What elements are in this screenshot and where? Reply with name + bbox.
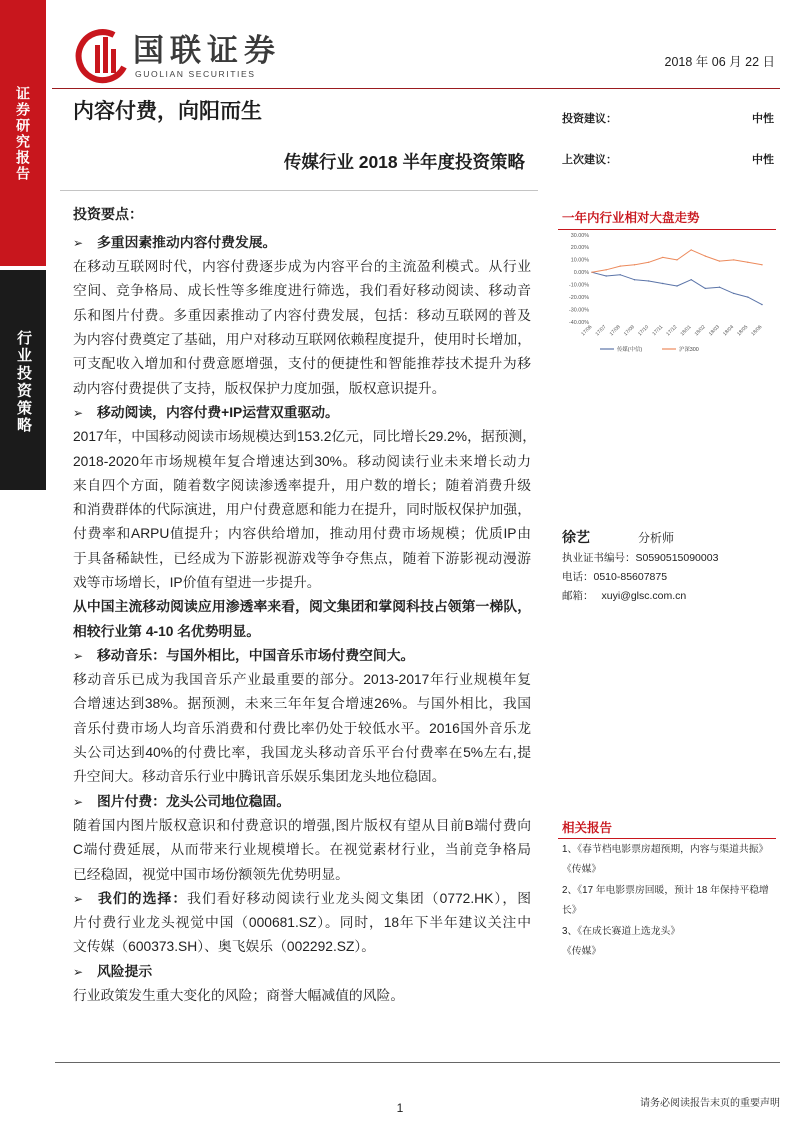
- data-point-series-0: [634, 279, 635, 280]
- x-tick-label: 18/05: [736, 324, 750, 338]
- related-reports-list: [562, 840, 788, 962]
- related-reports-heading: 相关报告: [562, 821, 613, 835]
- paragraph-line: 2017年，中国移动阅读市场规模达到153.2亿元，同比增长29.2%，据预测，: [73, 429, 537, 445]
- y-tick-label: -40.00%: [568, 319, 589, 326]
- data-point-series-1: [620, 265, 621, 266]
- paragraph-line: 音乐付费市场人均音乐消费和付费比率仍处于较低水平。2016国外音乐龙: [73, 720, 531, 736]
- phone-number: 0510-85607875: [593, 571, 668, 583]
- data-point-series-1: [761, 264, 762, 265]
- guolian-logo-icon: [74, 27, 130, 85]
- data-point-series-0: [719, 287, 720, 288]
- paragraph-line: 为内容付费奠定了基础，用户对移动互联网依赖程度提升，使用时长增加，: [73, 332, 531, 348]
- arrow-bullet-icon: [73, 790, 97, 814]
- header-divider: [52, 88, 780, 89]
- rating-current-value: 中性: [752, 113, 774, 125]
- data-point-series-1: [591, 272, 592, 273]
- analyst-phone: [562, 570, 667, 584]
- x-tick-label: 17/07: [594, 324, 608, 338]
- data-point-series-1: [705, 255, 706, 256]
- sidebar-report-category: [0, 270, 46, 490]
- sidebar-bottom-label: 行业投资策略: [15, 330, 32, 435]
- paragraph-line: 随着国内图片版权意识和付费意识的增强,图片版权有望从目前B端付费向: [73, 817, 531, 833]
- section-title: 风险提示: [97, 963, 153, 979]
- data-point-series-1: [606, 269, 607, 270]
- paragraph-line: 移动音乐已成为我国音乐产业最重要的部分。2013-2017年行业规模年复: [73, 672, 531, 688]
- summary-heading: 投资要点：: [73, 206, 143, 222]
- section-title: 多重因素推动内容付费发展。: [97, 234, 277, 250]
- paragraph-line: 片付费行业龙头视觉中国（000681.SZ）。同时，18年下半年建议关注中: [73, 915, 531, 931]
- analyst-license: [562, 551, 718, 565]
- section-heading: [73, 887, 531, 911]
- phone-label: 电话：: [562, 571, 594, 583]
- data-point-series-0: [733, 293, 734, 294]
- page-number: 1: [396, 1101, 404, 1115]
- analyst-role: 分析师: [638, 531, 675, 545]
- y-tick-label: 30.00%: [570, 232, 589, 239]
- license-label: 执业证书编号：: [562, 552, 636, 564]
- paragraph-line: 空间、竞争格局、成长性等多维度进行筛选，我们看好移动阅读、移动音: [73, 283, 531, 299]
- paragraph-line: 在移动互联网时代，内容付费逐步成为内容平台的主流盈利模式。从行业: [73, 259, 531, 275]
- legend-label-1: 沪深300: [679, 346, 699, 353]
- license-number: S0590515090003: [635, 552, 719, 564]
- x-tick-label: 18/02: [693, 324, 707, 338]
- paragraph-line: 合增速达到38%。据预测，未来三年年复合增速26%。与国外相比，我国: [73, 696, 531, 712]
- paragraph-line: 来自四个方面，随着数字阅读渗透率提升，用户数的增长；随着消费升级: [73, 477, 531, 493]
- footer-disclaimer: 请务必阅读报告末页的重要声明: [640, 1098, 780, 1109]
- data-point-series-1: [719, 260, 720, 261]
- analyst-name: 徐艺: [562, 529, 590, 545]
- paragraph-line: C端付费延展，从而带来行业规模增长。在视觉素材行业，当前竞争格局: [73, 842, 531, 858]
- rating-previous-label: 上次建议：: [562, 154, 617, 166]
- x-tick-label: 17/08: [608, 324, 622, 338]
- related-report-sector: 《传媒》: [562, 864, 602, 876]
- data-point-series-0: [705, 288, 706, 289]
- section-heading: [73, 231, 531, 255]
- x-tick-label: 18/01: [679, 324, 693, 338]
- sidebar-report-type: [0, 0, 46, 266]
- related-reports-underline: [558, 838, 776, 839]
- paragraph-line: 已经稳固，视觉中国市场份额领先优势明显。: [73, 866, 349, 882]
- highlight-line: 相较行业第 4-10 名优势明显。: [73, 623, 261, 639]
- email-label: 邮箱：: [562, 590, 594, 602]
- arrow-bullet-icon: [73, 644, 97, 668]
- data-point-series-1: [691, 249, 692, 250]
- section-title: 移动阅读，内容付费+IP运营双重驱动。: [97, 404, 339, 420]
- chart-title: 一年内行业相对大盘走势: [562, 211, 700, 225]
- legend-label-0: 传媒(中信): [617, 346, 643, 353]
- paragraph-line: 2018-2020年市场规模年复合增速达到30%。移动阅读行业未来增长动力: [73, 453, 531, 469]
- series-line-1: [592, 250, 762, 272]
- data-point-series-1: [648, 262, 649, 263]
- report-subtitle: 传媒行业 2018 半年度投资策略: [283, 152, 525, 172]
- section-heading: [73, 790, 531, 814]
- analyst-email: [562, 589, 686, 603]
- paragraph-line: 文传媒（600373.SH）、奥飞娱乐（002292.SZ）。: [73, 939, 376, 955]
- brand-name: 国联证券: [133, 33, 281, 68]
- x-tick-label: 18/03: [707, 324, 721, 338]
- section-heading: [73, 960, 531, 984]
- y-tick-label: -20.00%: [568, 294, 589, 301]
- series-line-0: [592, 272, 762, 304]
- paragraph-line: 升空间大。移动音乐行业中腾讯音乐娱乐集团龙头地位稳固。: [73, 769, 446, 785]
- x-tick-label: 17/06: [580, 324, 594, 338]
- y-tick-label: -10.00%: [568, 282, 589, 289]
- paragraph-line: 戏等市场增长，IP价值有望进一步提升。: [73, 575, 321, 590]
- footer-divider: [55, 1062, 780, 1063]
- title-divider: [60, 190, 538, 191]
- related-report-title: 2、《17 年电影票房回暖，预计 18 年保持平稳增: [562, 884, 769, 896]
- x-tick-label: 17/10: [637, 324, 651, 338]
- data-point-series-1: [662, 257, 663, 258]
- section-title: 移动音乐：与国外相比，中国音乐市场付费空间大。: [97, 647, 415, 663]
- report-date: 2018 年 06 月 22 日: [664, 55, 775, 69]
- paragraph-line: 于具备稀缺性，已经成为下游影视游戏等争夺焦点，随着下游影视动漫游: [73, 550, 531, 566]
- rating-current-label: 投资建议：: [562, 113, 617, 125]
- report-title: 内容付费，向阳而生: [73, 100, 262, 123]
- paragraph-line: 和消费群体的代际演进，用户付费意愿和能力在提升，同时版权保护加强，: [73, 502, 531, 518]
- x-tick-label: 17/12: [665, 324, 679, 338]
- paragraph-line: 付费率和ARPU值提升；内容供给增加，推动用付费市场规模；优质IP由: [73, 526, 531, 542]
- related-report-sector: 《传媒》: [562, 945, 602, 957]
- sidebar-top-label: 证券研究报告: [15, 86, 31, 182]
- rating-previous-value: 中性: [752, 154, 774, 166]
- arrow-bullet-icon: [73, 960, 97, 984]
- data-point-series-0: [606, 275, 607, 276]
- paragraph-line: 乐和图片付费。多重因素推动了内容付费发展，包括：移动互联网的普及: [73, 307, 531, 323]
- data-point-series-0: [691, 279, 692, 280]
- data-point-series-0: [676, 285, 677, 286]
- section-title: 我们的选择：: [97, 890, 188, 906]
- highlight-line: 从中国主流移动阅读应用渗透率来看，阅文集团和掌阅科技占领第一梯队，: [73, 599, 531, 615]
- summary-body: [73, 231, 537, 1009]
- data-point-series-1: [747, 262, 748, 263]
- data-point-series-1: [634, 264, 635, 265]
- paragraph-line: 动内容付费提供了支持，版权保护力度加强，版权意识提升。: [73, 380, 446, 396]
- data-point-series-1: [733, 259, 734, 260]
- x-tick-label: 18/06: [750, 324, 764, 338]
- x-tick-label: 17/09: [622, 324, 636, 338]
- arrow-bullet-icon: [73, 887, 97, 911]
- paragraph-line: 可支配收入增加和付费意愿增强，支付的便捷性和智能推荐技术提升为移: [73, 356, 531, 372]
- section-lead-text: 我们看好移动阅读行业龙头阅文集团（0772.HK），图: [187, 890, 531, 906]
- arrow-bullet-icon: [73, 401, 97, 425]
- x-tick-label: 17/11: [651, 324, 665, 338]
- data-point-series-0: [662, 283, 663, 284]
- y-tick-label: 0.00%: [573, 270, 589, 277]
- related-report-title: 长》: [562, 905, 582, 917]
- paragraph-line: 行业政策发生重大变化的风险；商誉大幅减值的风险。: [73, 988, 405, 1004]
- section-heading: [73, 644, 531, 668]
- y-tick-label: -30.00%: [568, 307, 589, 314]
- related-report-title: 3、《在成长赛道上选龙头》: [562, 925, 681, 937]
- paragraph-line: 头公司达到40%的付费比率，我国龙头移动音乐平台付费率在5%左右,提: [73, 745, 531, 761]
- y-tick-label: 20.00%: [570, 245, 589, 252]
- email-address: xuyi@glsc.com.cn: [601, 590, 687, 602]
- x-tick-label: 18/04: [722, 324, 736, 338]
- brand-name-english: GUOLIAN SECURITIES: [135, 69, 256, 79]
- y-tick-label: 10.00%: [570, 257, 589, 264]
- section-heading: [73, 401, 531, 425]
- relative-performance-chart: [556, 228, 776, 358]
- data-point-series-1: [676, 259, 677, 260]
- data-point-series-0: [761, 304, 762, 305]
- data-point-series-0: [747, 296, 748, 297]
- section-title: 图片付费：龙头公司地位稳固。: [97, 793, 291, 809]
- data-point-series-0: [620, 274, 621, 275]
- related-report-title: 1、《春节档电影票房超预期，内容与渠道共振》: [562, 844, 769, 855]
- data-point-series-0: [648, 280, 649, 281]
- arrow-bullet-icon: [73, 231, 97, 255]
